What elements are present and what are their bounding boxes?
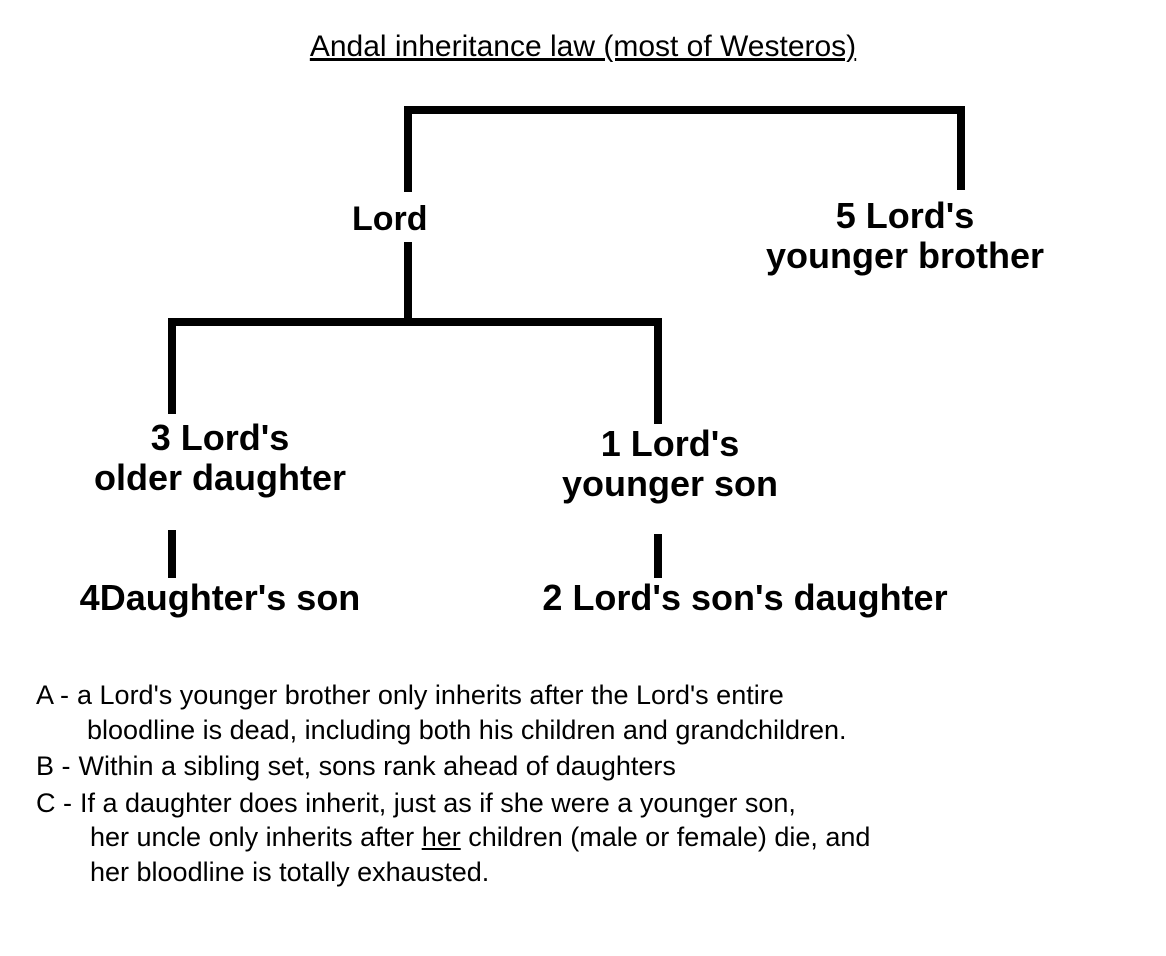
node-younger-son-rank: 1: [600, 423, 621, 464]
node-daughters-son-rank: 4: [79, 577, 100, 618]
node-lords-older-daughter: [10, 418, 430, 499]
node-lord-label: Lord: [352, 200, 428, 238]
node-older-daughter-rank: 3: [150, 417, 171, 458]
note-a-line2: bloodline is dead, including both his children and grandchildren.: [87, 714, 847, 745]
node-lord: [352, 200, 428, 238]
node-sons-daughter-rank: 2: [542, 577, 563, 618]
note-c-text: [80, 786, 870, 890]
node-brother-label-line1: Lord's: [865, 195, 975, 236]
note-b-line1: Within a sibling set, sons rank ahead of daughters: [78, 751, 676, 782]
node-lords-sons-daughter: [460, 578, 1030, 618]
notes-list: [36, 678, 1156, 891]
connector-daughters-son-vertical: [168, 530, 176, 578]
note-c-line2: [80, 820, 870, 855]
note-c-line1: If a daughter does inherit, just as if she were a younger son,: [80, 787, 796, 818]
note-c-line3: her bloodline is totally exhausted.: [90, 856, 490, 887]
connector-sons-daughter-vertical: [654, 534, 662, 578]
note-a-text: [77, 678, 847, 747]
connector-lord-vertical: [404, 106, 412, 192]
note-b-text: [79, 749, 676, 784]
node-daughters-son: [10, 578, 430, 618]
note-a: [36, 678, 1156, 747]
node-older-daughter-label-line1: Lord's: [180, 417, 290, 458]
node-younger-son-label-line2: younger son: [561, 463, 779, 505]
page-title: Andal inheritance law (most of Westeros): [309, 30, 857, 63]
note-c: [36, 786, 1156, 890]
connector-lord-brother-horizontal: [408, 106, 965, 114]
note-c-line2-before: her uncle only inherits after: [90, 822, 422, 853]
connector-older-daughter-vertical: [168, 318, 176, 414]
node-brother-label-line2: younger brother: [765, 235, 1044, 277]
node-older-daughter-label-line2: older daughter: [93, 457, 347, 499]
note-c-line2-after: children (male or female) die, and: [460, 822, 871, 853]
node-daughters-son-label: Daughter's son: [99, 577, 361, 618]
connector-lord-to-children: [404, 242, 412, 322]
connector-brother-vertical: [957, 106, 965, 190]
note-b-key: B -: [36, 751, 71, 782]
node-younger-son-label-line1: Lord's: [630, 423, 740, 464]
node-brother-rank: 5: [835, 195, 856, 236]
node-lords-younger-son: [480, 424, 860, 505]
node-lords-younger-brother: [700, 196, 1110, 277]
connector-younger-son-vertical: [654, 318, 662, 424]
node-sons-daughter-label: Lord's son's daughter: [572, 577, 948, 618]
note-a-key: A -: [36, 680, 70, 710]
note-b: [36, 749, 1156, 784]
connector-children-horizontal: [168, 318, 662, 326]
note-c-key: C -: [36, 787, 72, 818]
note-c-line2-underlined: her: [421, 822, 461, 853]
note-a-line1: a Lord's younger brother only inherits after the Lord's entire: [77, 680, 784, 710]
